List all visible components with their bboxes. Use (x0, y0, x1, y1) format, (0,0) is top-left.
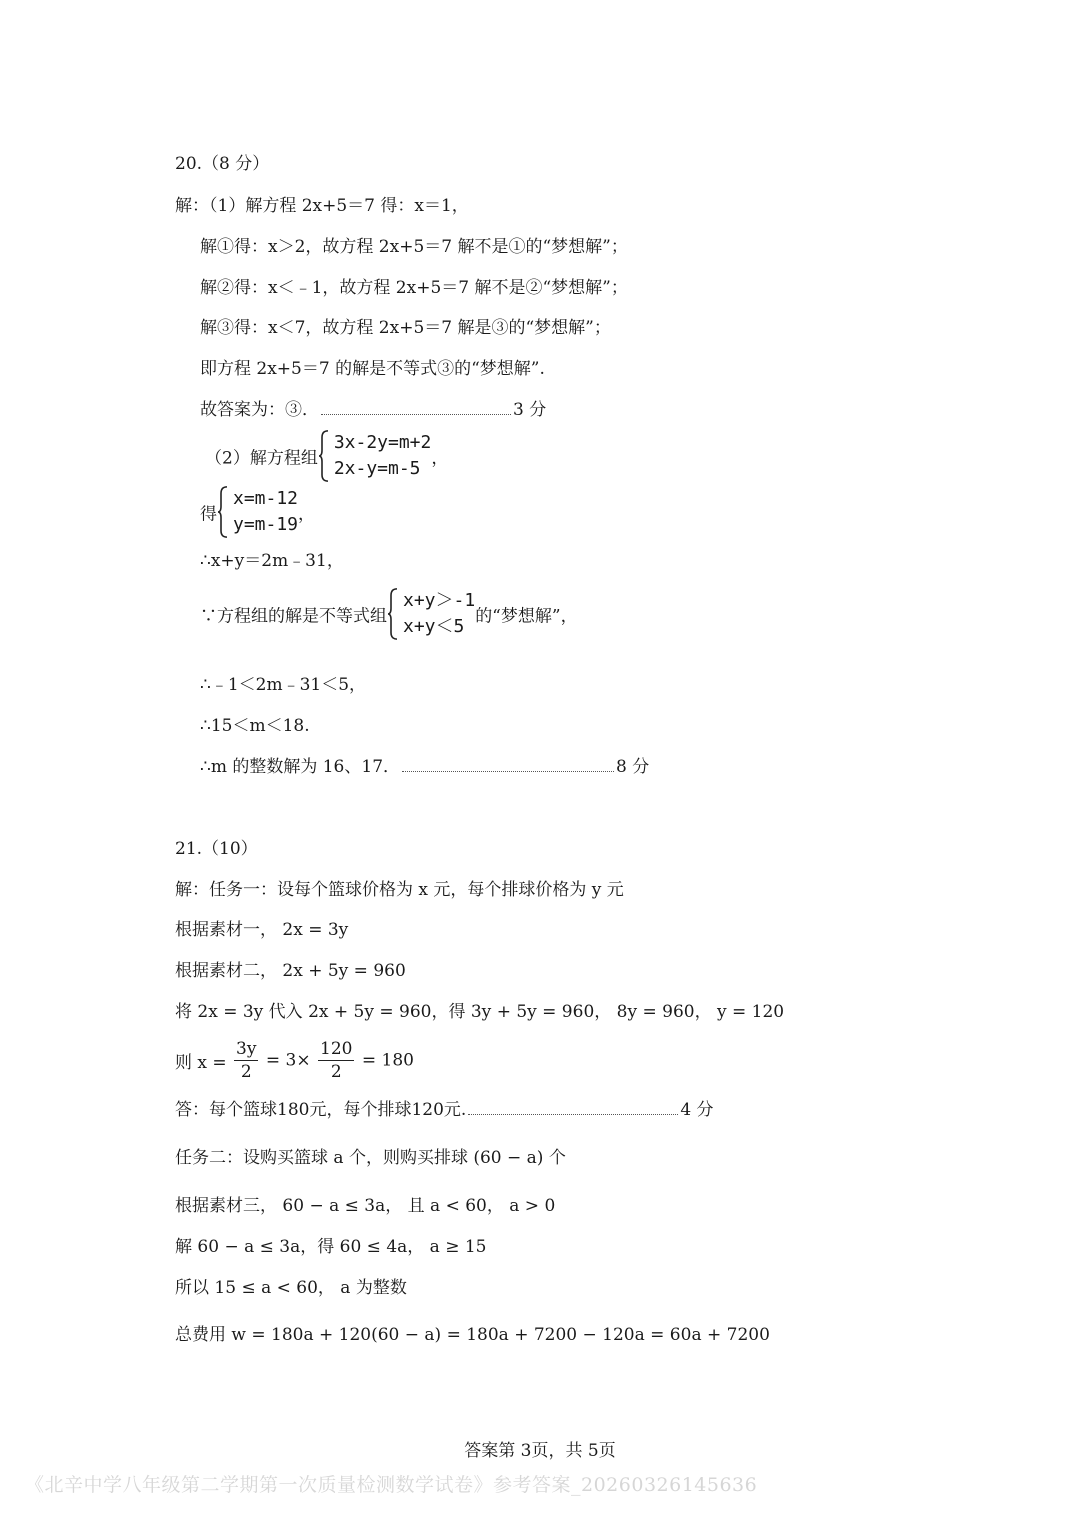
inequality-2: x+y＜5 (403, 616, 465, 637)
q20-line-4: 解③得：x＜7，故方程 2x+5＝7 解是③的“梦想解”； (200, 318, 611, 338)
answer-text: 故答案为：③． (200, 400, 319, 420)
score-leader-dots (321, 400, 511, 415)
page-number: 答案第 3页，共 5页 (464, 1441, 616, 1461)
equation-1: 3x-2y=m+2 (333, 432, 432, 453)
score-leader-dots (468, 1100, 678, 1115)
q20-line-3: 解②得：x＜﹣1，故方程 2x+5＝7 解不是②“梦想解”； (200, 278, 628, 298)
q21-line-1: 解：任务一：设每个篮球价格为 x 元，每个排球价格为 y 元 (175, 880, 624, 900)
integer-solutions-text: ∴m 的整数解为 16、17． (200, 757, 401, 777)
q20-line-1: 解：（1）解方程 2x+5＝7 得：x＝1， (175, 196, 469, 216)
q21-line-11: 总费用 w = 180a + 120(60 − a) = 180a + 7200 − 120a = 60a + 7200 (175, 1325, 770, 1345)
fraction-prefix: 则 x = (175, 1053, 227, 1073)
fraction-120-over-2 (318, 1038, 354, 1083)
q20-line-11 (200, 755, 649, 779)
inequality-suffix: 的“梦想解”， (475, 606, 578, 627)
q21-line-5 (175, 1038, 414, 1083)
numerator: 3y (236, 1039, 257, 1059)
solution-system (217, 486, 298, 538)
q21-line-3: 根据素材二， 2x + 5y = 960 (175, 961, 406, 981)
q21-line-4: 将 2x = 3y 代入 2x + 5y = 960，得 3y + 5y = 960， 8y = 960， y = 120 (175, 1002, 785, 1022)
comma: ， (298, 504, 316, 525)
inequality-prefix: ∵方程组的解是不等式组 (200, 606, 387, 627)
system-prefix: （2）解方程组 (205, 448, 318, 469)
denominator: 2 (240, 1062, 252, 1082)
fraction-3y-over-2 (234, 1038, 258, 1083)
q21-line-9: 解 60 − a ≤ 3a，得 60 ≤ 4a， a ≥ 15 (175, 1237, 487, 1257)
fraction-result: = 180 (361, 1050, 414, 1071)
score-leader-dots (402, 757, 614, 772)
inequality-system (387, 588, 475, 640)
solution-x: x=m-12 (233, 488, 299, 509)
score-label: 3 分 (513, 400, 547, 420)
equation-system (318, 430, 432, 482)
fraction-mid: = 3× (265, 1050, 311, 1071)
answer-text: 答：每个篮球180元，每个排球120元. (175, 1100, 467, 1120)
score-label: 4 分 (680, 1100, 714, 1120)
q21-line-2: 根据素材一， 2x = 3y (175, 920, 349, 940)
solution-prefix: 得 (200, 504, 217, 525)
left-brace-icon (217, 486, 229, 538)
inequality-1: x+y＞-1 (403, 590, 476, 611)
left-brace-icon (318, 430, 330, 482)
comma: ， (431, 448, 449, 469)
q20-inequality-system (200, 588, 578, 640)
q21-line-8: 根据素材三， 60 − a ≤ 3a， 且 a < 60， a > 0 (175, 1196, 556, 1216)
numerator: 120 (320, 1039, 353, 1059)
q21-line-10: 所以 15 ≤ a < 60， a 为整数 (175, 1278, 407, 1298)
q20-line-6 (200, 398, 546, 422)
q21-line-7: 任务二：设购买篮球 a 个，则购买排球 (60 − a) 个 (175, 1148, 566, 1168)
q20-line-7: ∴x+y＝2m﹣31， (200, 551, 344, 571)
left-brace-icon (387, 588, 399, 640)
q20-part2-system (205, 430, 448, 482)
watermark: 《北辛中学八年级第二学期第一次质量检测数学试卷》参考答案_20260326145636 (25, 1474, 758, 1496)
q20-line-9: ∴﹣1＜2m﹣31＜5， (200, 675, 367, 695)
q20-header: 20.（8 分） (175, 154, 270, 174)
q20-line-10: ∴15＜m＜18. (200, 716, 310, 736)
q21-line-6 (175, 1098, 714, 1122)
q21-header: 21.（10） (175, 839, 258, 859)
q20-line-5: 即方程 2x+5＝7 的解是不等式③的“梦想解”. (200, 359, 545, 379)
equation-2: 2x-y=m-5 (333, 458, 421, 479)
q20-line-2: 解①得：x＞2，故方程 2x+5＝7 解不是①的“梦想解”； (200, 237, 628, 257)
solution-y: y=m-19 (233, 514, 299, 535)
score-label: 8 分 (616, 757, 650, 777)
denominator: 2 (330, 1062, 342, 1082)
q20-solution-system (200, 486, 315, 538)
